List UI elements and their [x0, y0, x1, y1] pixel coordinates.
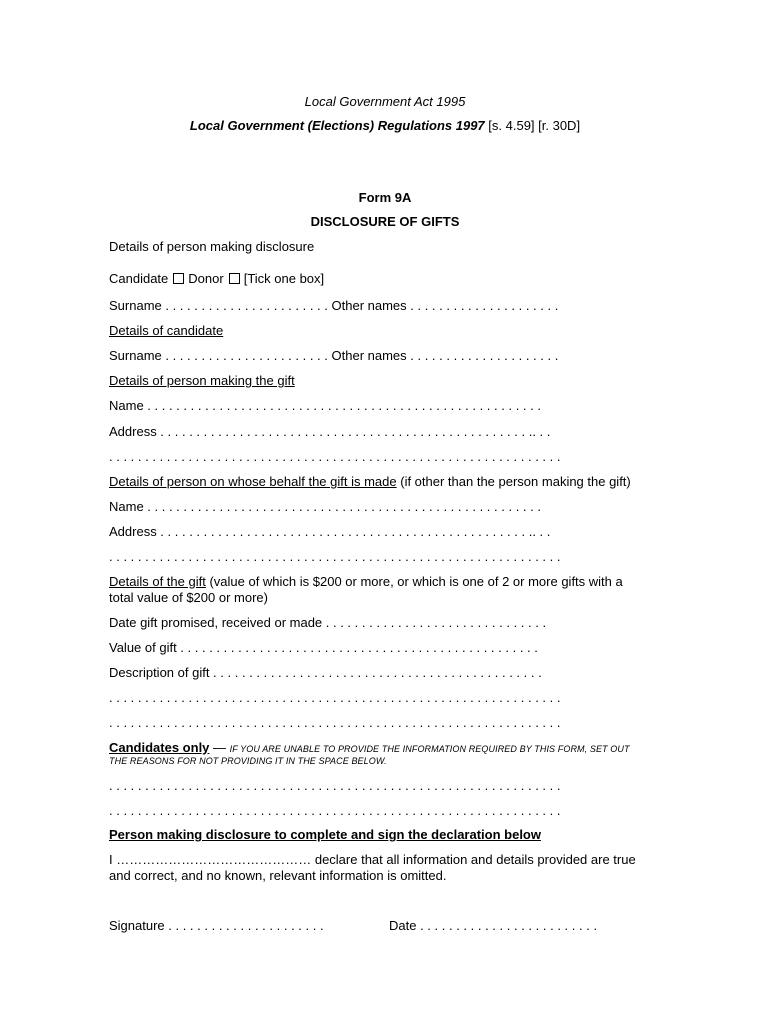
gift-details-note-2: total value of $200 or more): [109, 590, 268, 605]
behalf-heading: Details of person on whose behalf the gift is made: [109, 474, 397, 489]
behalf-address-line[interactable]: Address . . . . . . . . . . . . . . . . . . . . . . . . . . . . . . . . . . . . . . . . . . . . . . . . . . . .. . .: [109, 524, 551, 539]
candidates-only-instruction: IF YOU ARE UNABLE TO PROVIDE THE INFORMATION REQUIRED BY THIS FORM, SET OUT: [229, 744, 630, 754]
person-details-heading: Details of person making disclosure: [109, 239, 315, 254]
discloser-surname-line[interactable]: Surname . . . . . . . . . . . . . . . . . . . . . . . Other names . . . . . . . . . . . . . . . . . . . . .: [109, 298, 559, 313]
tick-note: [Tick one box]: [243, 271, 325, 286]
donor-label: Donor: [188, 271, 224, 286]
gift-description-line-3[interactable]: . . . . . . . . . . . . . . . . . . . . . . . . . . . . . . . . . . . . . . . . . . . . . . . . . . . . . . . . . . . . . . .: [109, 715, 561, 730]
declaration-text-1[interactable]: I ……………………………………… declare that all information and details provided are true: [109, 852, 636, 867]
gift-maker-address-line-2[interactable]: . . . . . . . . . . . . . . . . . . . . . . . . . . . . . . . . . . . . . . . . . . . . . . . . . . . . . . . . . . . . . . .: [109, 449, 561, 464]
gift-details-note: (value of which is $200 or more, or which is one of 2 or more gifts with a: [205, 574, 623, 589]
act-title: Local Government Act 1995: [304, 94, 466, 109]
declaration-text-2: and correct, and no known, relevant information is omitted.: [109, 868, 447, 883]
behalf-address-line-2[interactable]: . . . . . . . . . . . . . . . . . . . . . . . . . . . . . . . . . . . . . . . . . . . . . . . . . . . . . . . . . . . . . . .: [109, 549, 561, 564]
signature-date-line[interactable]: Date . . . . . . . . . . . . . . . . . . . . . . . . .: [389, 918, 598, 933]
gift-maker-address-line[interactable]: Address . . . . . . . . . . . . . . . . . . . . . . . . . . . . . . . . . . . . . . . . . . . . . . . . . . . .. . .: [109, 424, 551, 439]
regulations-title: [0, 118, 770, 134]
candidate-donor-row: [109, 271, 324, 287]
donor-checkbox[interactable]: [229, 273, 240, 284]
candidate-details-heading: Details of candidate: [109, 323, 224, 338]
candidates-only-heading: Candidates only: [109, 740, 210, 755]
declaration-heading: Person making disclosure to complete and sign the declaration below: [109, 827, 541, 842]
reasons-line-2[interactable]: . . . . . . . . . . . . . . . . . . . . . . . . . . . . . . . . . . . . . . . . . . . . . . . . . . . . . . . . . . . . . . .: [109, 803, 561, 818]
gift-description-line-2[interactable]: . . . . . . . . . . . . . . . . . . . . . . . . . . . . . . . . . . . . . . . . . . . . . . . . . . . . . . . . . . . . . . .: [109, 690, 561, 705]
candidates-only-dash: —: [209, 740, 230, 755]
regulations-ref: [s. 4.59] [r. 30D]: [484, 118, 581, 133]
gift-maker-heading: Details of person making the gift: [109, 373, 295, 388]
gift-date-line[interactable]: Date gift promised, received or made . . . . . . . . . . . . . . . . . . . . . . . . . . . . . . .: [109, 615, 547, 630]
gift-maker-name-line[interactable]: Name . . . . . . . . . . . . . . . . . . . . . . . . . . . . . . . . . . . . . . . . . . . . . . . . . . . . . . .: [109, 398, 541, 413]
candidate-label: Candidate: [109, 271, 169, 286]
gift-description-line[interactable]: Description of gift . . . . . . . . . . . . . . . . . . . . . . . . . . . . . . . . . . . . . . . . . . . . . .: [109, 665, 542, 680]
behalf-name-line[interactable]: Name . . . . . . . . . . . . . . . . . . . . . . . . . . . . . . . . . . . . . . . . . . . . . . . . . . . . . . .: [109, 499, 541, 514]
regulations-name: Local Government (Elections) Regulations 1997: [189, 118, 485, 133]
behalf-note: (if other than the person making the gift): [396, 474, 631, 489]
signature-line[interactable]: Signature . . . . . . . . . . . . . . . . . . . . . .: [109, 918, 324, 933]
candidate-surname-line[interactable]: Surname . . . . . . . . . . . . . . . . . . . . . . . Other names . . . . . . . . . . . . . . . . . . . . .: [109, 348, 559, 363]
candidates-only-instruction-2: THE REASONS FOR NOT PROVIDING IT IN THE SPACE BELOW.: [109, 756, 387, 766]
behalf-heading-row: [109, 474, 631, 490]
gift-value-line[interactable]: Value of gift . . . . . . . . . . . . . . . . . . . . . . . . . . . . . . . . . . . . . . . . . . . . . . . . . .: [109, 640, 538, 655]
gift-details-heading: Details of the gift: [109, 574, 206, 589]
gift-details-heading-row: [109, 574, 623, 590]
reasons-line-1[interactable]: . . . . . . . . . . . . . . . . . . . . . . . . . . . . . . . . . . . . . . . . . . . . . . . . . . . . . . . . . . . . . . .: [109, 778, 561, 793]
candidate-checkbox[interactable]: [173, 273, 184, 284]
form-number: Form 9A: [358, 190, 412, 205]
form-title: DISCLOSURE OF GIFTS: [310, 214, 460, 229]
